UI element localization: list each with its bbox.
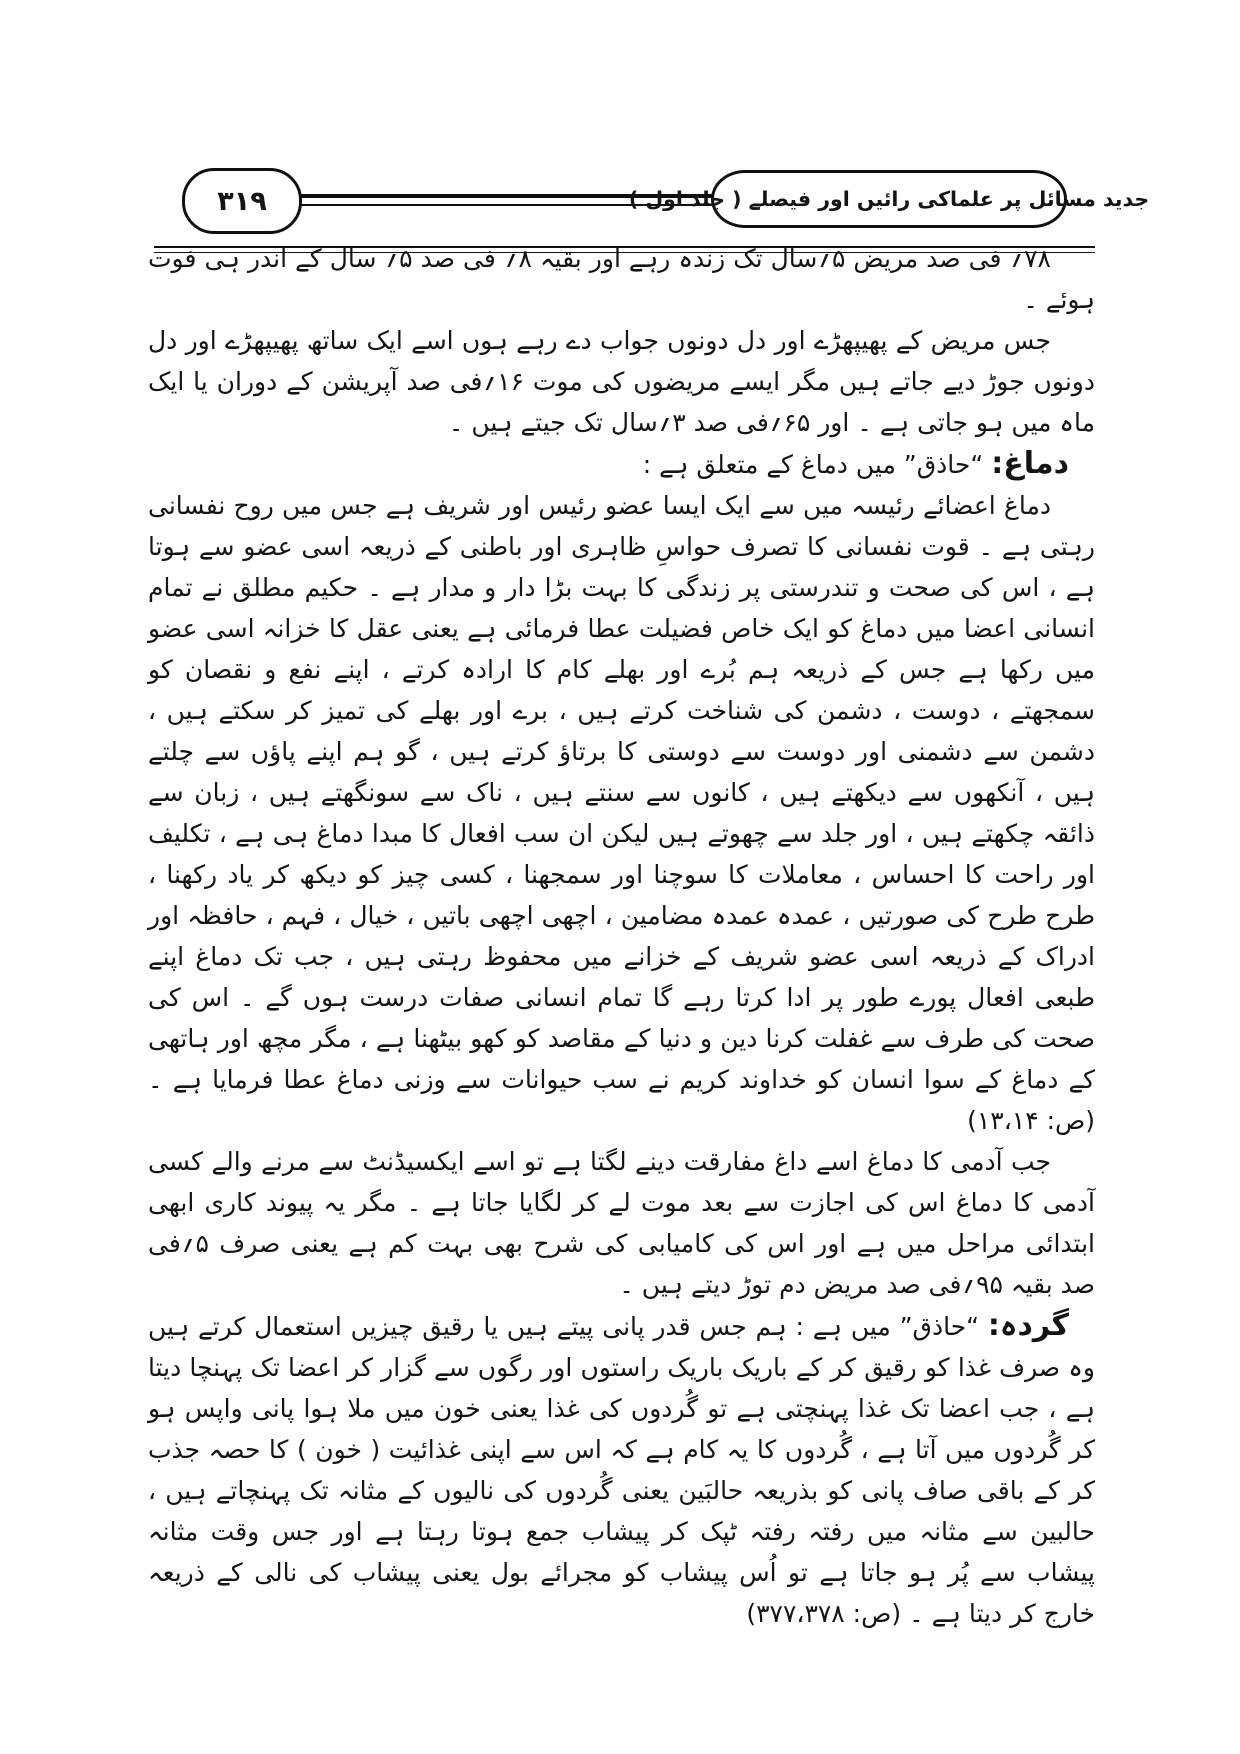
book-title: جدید مسائل پر علماکی رائیں اور فیصلے ( جلد اول ) (628, 187, 1150, 211)
heading-rest-brain: “حاذق” میں دماغ کے متعلق ہے : (642, 450, 984, 479)
paragraph-lung-heart-transplant: جس مریض کے پھیپھڑے اور دل دونوں جواب دے رہے ہوں اسے ایک ساتھ پھیپھڑے اور دل دونوں جوڑ دیے جاتے ہیں مگر ایسے مریضوں کی موت ۱۶؍فی صد آپریشن کے دوران یا ایک ماہ میں ہو جاتی ہے ۔ اور ۶۵؍فی صد ۳؍سال تک جیتے ہیں ۔ (148, 326, 1095, 437)
page-content (148, 238, 1095, 1634)
paragraph-brain-description: دماغ اعضائے رئیسہ میں سے ایک ایسا عضو رئیس اور شریف ہے جس میں روح نفسانی رہتی ہے ۔ قوت نفسانی کا تصرف حواسِ ظاہری اور باطنی کے ذریعہ اسی عضو سے ہوتا ہے ، اس کی صحت و تندرستی پر زندگی کا بہت بڑا دار و مدار ہے ۔ حکیم مطلق نے تمام انسانی اعضا میں دماغ کو ایک خاص فضیلت عطا فرمائی ہے یعنی عقل کا خزانہ اسی عضو میں رکھا ہے جس کے ذریعہ ہم بُرے اور بھلے کام کا ارادہ کرتے ، اپنے نفع و نقصان کو سمجھتے ، دوست ، دشمن کی شناخت کرتے ہیں ، برے اور بھلے کی تمیز کر سکتے ہیں ، دشمن سے دشمنی اور دوست سے دوستی کا برتاؤ کرتے ہیں ، گو ہم اپنے پاؤں سے چلتے ہیں ، آنکھوں سے دیکھتے ہیں ، کانوں سے سنتے ہیں ، ناک سے سونگھتے ہیں ، زبان سے ذائقہ چکھتے ہیں ، اور جلد سے چھوتے ہیں لیکن ان سب افعال کا مبدا دماغ ہی ہے ، تکلیف اور راحت کا احساس ، معاملات کا سوچنا اور سمجھنا ، کسی چیز کو دیکھ کر یاد رکھنا ، طرح طرح کی صورتیں ، عمدہ عمدہ مضامین ، اچھی اچھی باتیں ، خیال ، فہم ، حافظہ اور ادراک کے ذریعہ اسی عضو شریف کے خزانے میں محفوظ رہتی ہیں ، جب تک دماغ اپنے طبعی افعال پورے طور پر ادا کرتا رہے گا تمام انسانی صفات درست ہوں گے ۔ اس کی صحت کی طرف سے غفلت کرنا دین و دنیا کے مقاصد کو کھو بیٹھنا ہے ، مگر مچھ اور ہاتھی کے دماغ کے سوا انسان کو خداوند کریم نے سب حیوانات سے وزنی دماغ عطا فرمایا ہے ۔ (ص: ۱۳،۱۴) (148, 491, 1095, 1135)
book-title-cartouche (628, 170, 1150, 228)
paragraph-kidney-section (148, 1305, 1095, 1634)
paragraph-brain-transplant: جب آدمی کا دماغ اسے داغ مفارقت دینے لگتا ہے تو اسے ایکسیڈنٹ سے مرنے والے کسی آدمی کا دماغ اس کی اجازت سے بعد موت لے کر لگایا جاتا ہے ۔ مگر یہ پیوند کاری ابھی ابتدائی مراحل میں ہے اور اس کی کامیابی کی شرح بھی بہت کم ہے یعنی صرف ۵؍فی صد بقیہ ۹۵؍فی صد مریض دم توڑ دیتے ہیں ۔ (148, 1147, 1095, 1299)
paragraph-kidney-text: “حاذق” میں ہے : ہم جس قدر پانی پیتے ہیں یا رقیق چیزیں استعمال کرتے ہیں وہ صرف غذا کو رقیق کر کے باریک باریک راستوں اور رگوں سے گزار کر اعضا تک پہنچا دیتا ہے ، جب اعضا تک غذا پہنچتی ہے تو گُردوں کی غذا یعنی خون میں ملا ہوا پانی واپس ہو کر گُردوں میں آتا ہے ، گُردوں کا یہ کام ہے کہ اس سے اپنی غذائیت ( خون ) کا حصہ جذب کر کے باقی صاف پانی کو بذریعہ حالبَین یعنی گُردوں کی نالیوں کے مثانہ تک پہنچاتے ہیں ، حالبین سے مثانہ میں رفتہ رفتہ ٹپک کر پیشاب جمع ہوتا رہتا ہے اور جس وقت مثانہ پیشاب سے پُر ہو جاتا ہے تو اُس پیشاب کو مجرائے بول یعنی پیشاب کی نالی کے ذریعہ خارج کر دیتا ہے ۔ (ص: ۳۷۷،۳۷۸) (148, 1312, 1095, 1628)
heading-term-brain: دماغ: (991, 446, 1069, 481)
paragraph-survival-stats: ۷۸؍ فی صد مریض ۵؍سال تک زندہ رہے اور بقیہ ۸؍ فی صد ۵؍ سال کے اندر ہی فوت ہوئے ۔ (148, 244, 1095, 314)
page-number-badge (182, 168, 302, 234)
heading-term-kidney: گردہ: (987, 1308, 1069, 1343)
section-heading-brain (148, 443, 1095, 485)
page-number: ۳۱۹ (217, 185, 267, 217)
